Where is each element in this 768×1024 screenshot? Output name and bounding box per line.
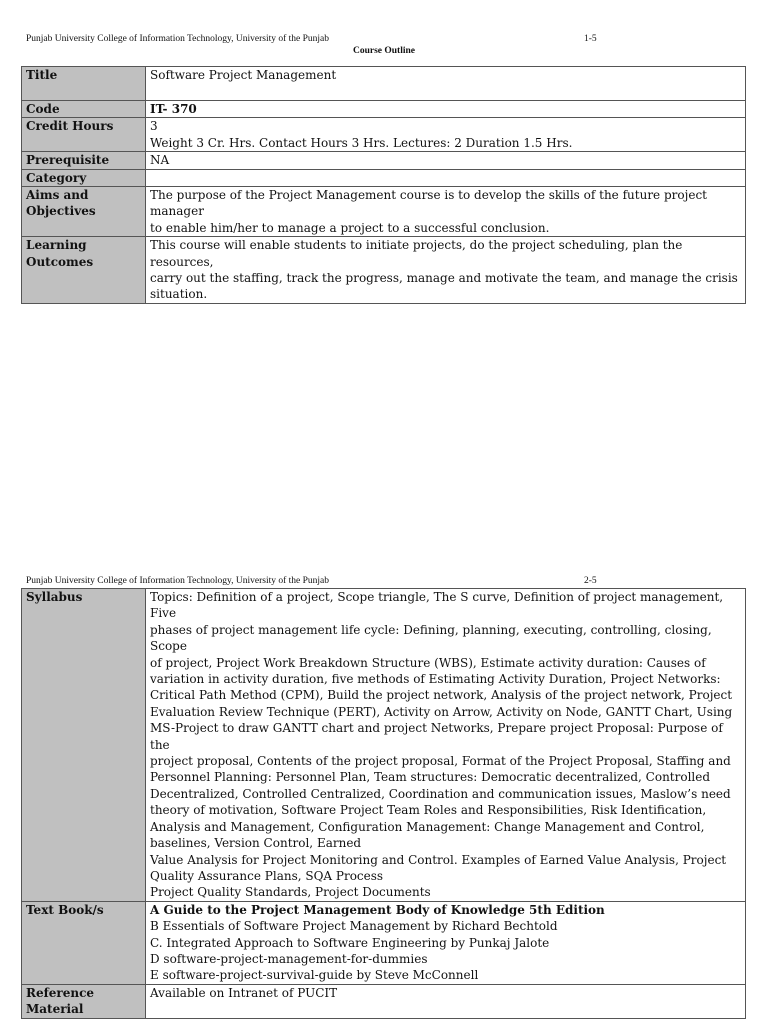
learning-label-line: Learning [26,238,87,253]
syllabus-line: phases of project management life cycle: Defining, planning, executing, controlling, closing, Scope [150,622,712,654]
table-row [22,187,746,237]
page-number: 2-5 [584,576,597,586]
aims-label [22,187,146,237]
textbook-item: E software-project-survival-guide by Steve McConnell [150,968,479,983]
prerequisite-value: NA [146,152,746,169]
page-number: 1-5 [584,34,597,44]
course-info-table [21,66,746,304]
syllabus-line: project proposal, Contents of the project proposal, Format of the Project Proposal, Staffing and [150,754,731,769]
textbook-item: C. Integrated Approach to Software Engineering by Punkaj Jalote [150,935,550,950]
reference-label-line: Reference [26,985,95,1000]
syllabus-line: Analysis and Management, Configuration Management: Change Management and Control, [150,819,705,834]
syllabus-line: Critical Path Method (CPM), Build the project network, Analysis of the project network, Project [150,688,733,703]
table-row [22,984,746,1018]
table-row [22,237,746,304]
syllabus-table [21,588,746,1019]
title-value: Software Project Management [146,67,746,101]
learning-outcomes-label [22,237,146,304]
aims-value [146,187,746,237]
syllabus-line: Decentralized, Controlled Centralized, Coordination and communication issues, Maslow’s need [150,786,731,801]
header-institution: Punjab University College of Information Technology, University of the Punjab [26,34,330,44]
learning-line: situation. [150,287,208,302]
aims-line: The purpose of the Project Management course is to develop the skills of the future project manager [150,188,707,219]
table-row [22,101,746,118]
code-value: IT- 370 [146,101,746,118]
table-row [22,169,746,186]
syllabus-line: MS-Project to draw GANTT chart and project Networks, Prepare project Proposal: Purpose of the [150,721,723,752]
learning-line: carry out the staffing, track the progress, manage and motivate the team, and manage the crisis [150,271,738,286]
category-label: Category [22,169,146,186]
syllabus-value [146,589,746,902]
credit-hours-number: 3 [150,119,158,134]
textbook-label: Text Book/s [22,901,146,984]
textbook-item: B Essentials of Software Project Management by Richard Bechtold [150,919,558,934]
category-value [146,169,746,186]
title-label: Title [22,67,146,101]
credit-hours-label: Credit Hours [22,118,146,152]
credit-hours-detail: Weight 3 Cr. Hrs. Contact Hours 3 Hrs. Lectures: 2 Duration 1.5 Hrs. [150,135,573,150]
syllabus-line: of project, Project Work Breakdown Structure (WBS), Estimate activity duration: Causes of [150,655,706,670]
reference-label [22,984,146,1018]
table-row [22,118,746,152]
learning-label-line: Outcomes [26,254,94,269]
syllabus-line: Quality Assurance Plans, SQA Process [150,868,384,883]
syllabus-line: variation in activity duration, five methods of Estimating Activity Duration, Project Networks: [150,672,721,687]
syllabus-line: Value Analysis for Project Monitoring and Control. Examples of Earned Value Analysis, Project [150,852,727,867]
prerequisite-label: Prerequisite [22,152,146,169]
table-row [22,67,746,101]
code-label: Code [22,101,146,118]
course-outline-title: Course Outline [352,46,415,56]
textbook-value [146,901,746,984]
syllabus-line: theory of motivation, Software Project Team Roles and Responsibilities, Risk Identification, [150,803,707,818]
table-row [22,901,746,984]
aims-line: to enable him/her to manage a project to a successful conclusion. [150,220,550,235]
table-row [22,589,746,902]
syllabus-line: Personnel Planning: Personnel Plan, Team structures: Democratic decentralized, Controlled [150,770,711,785]
reference-value: Available on Intranet of PUCIT [146,984,746,1018]
syllabus-line: Topics: Definition of a project, Scope triangle, The S curve, Definition of project management, Five [150,590,724,621]
aims-label-line: Objectives [26,204,96,219]
reference-label-line: Material [26,1002,84,1017]
syllabus-line: Project Quality Standards, Project Documents [150,885,431,900]
textbook-item: D software-project-management-for-dummies [150,951,428,966]
syllabus-label: Syllabus [22,589,146,902]
aims-label-line: Aims and [26,188,89,203]
syllabus-line: Evaluation Review Technique (PERT), Activity on Arrow, Activity on Node, GANTT Chart, Using [150,704,733,719]
table-row [22,152,746,169]
syllabus-line: baselines, Version Control, Earned [150,836,362,851]
learning-line: This course will enable students to initiate projects, do the project scheduling, plan the resources, [150,238,683,269]
credit-hours-value [146,118,746,152]
header-institution: Punjab University College of Information Technology, University of the Punjab [26,576,330,586]
textbook-item: A Guide to the Project Management Body of Knowledge 5th Edition [150,902,605,917]
learning-outcomes-value [146,237,746,304]
